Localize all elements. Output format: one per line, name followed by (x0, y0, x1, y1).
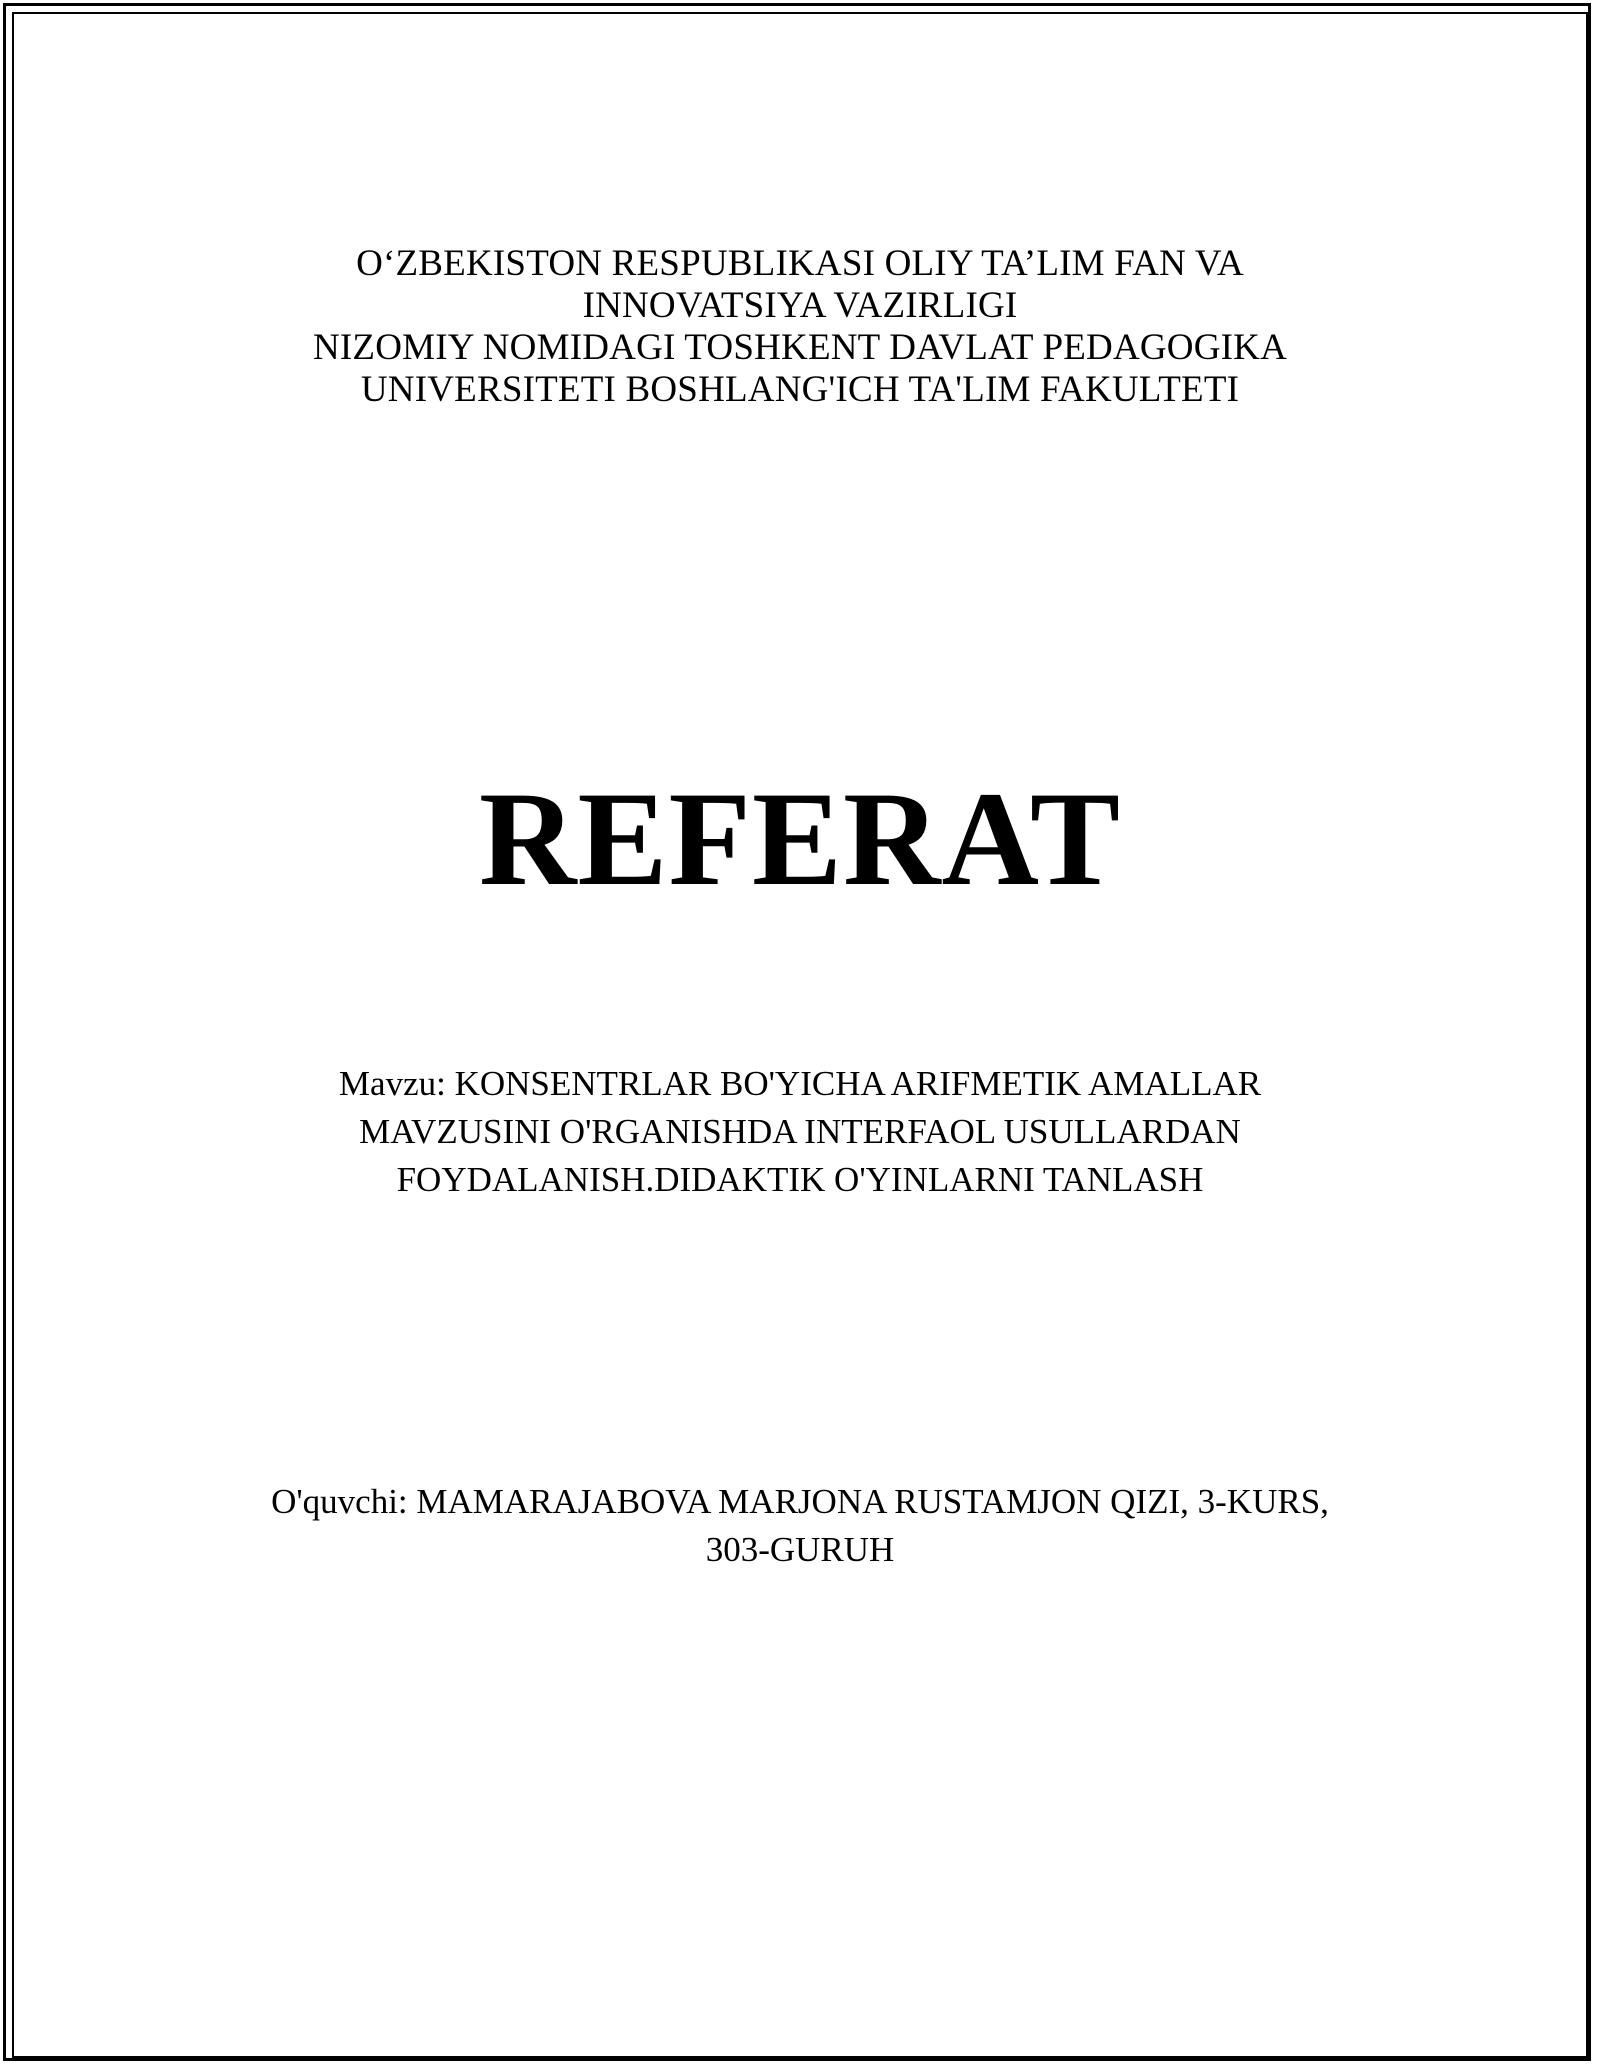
student-line-1: O'quvchi: MAMARAJABOVA MARJONA RUSTAMJON QIZI, 3-KURS, (271, 1482, 1329, 1521)
topic-line-1: Mavzu: KONSENTRLAR BO'YICHA ARIFMETIK AMALLAR (338, 1064, 1262, 1103)
header-line-2: INNOVATSIYA VAZIRLIGI (582, 285, 1018, 326)
topic-line-3: FOYDALANISH.DIDAKTIK O'YINLARNI TANLASH (396, 1160, 1204, 1199)
header-line-3: NIZOMIY NOMIDAGI TOSHKENT DAVLAT PEDAGOGIKA (312, 327, 1287, 368)
topic-block (0, 1060, 1600, 1204)
student-block (0, 1478, 1600, 1574)
header-line-1: O‘ZBEKISTON RESPUBLIKASI OLIY TA’LIM FAN VA (356, 243, 1244, 284)
topic-line-2: MAVZUSINI O'RGANISHDA INTERFAOL USULLARDAN (359, 1112, 1241, 1151)
document-title: REFERAT (478, 765, 1122, 914)
header-line-4: UNIVERSITETI BOSHLANG'ICH TA'LIM FAKULTETI (360, 369, 1240, 410)
student-line-2: 303-GURUH (705, 1530, 895, 1569)
institution-header (0, 243, 1600, 411)
